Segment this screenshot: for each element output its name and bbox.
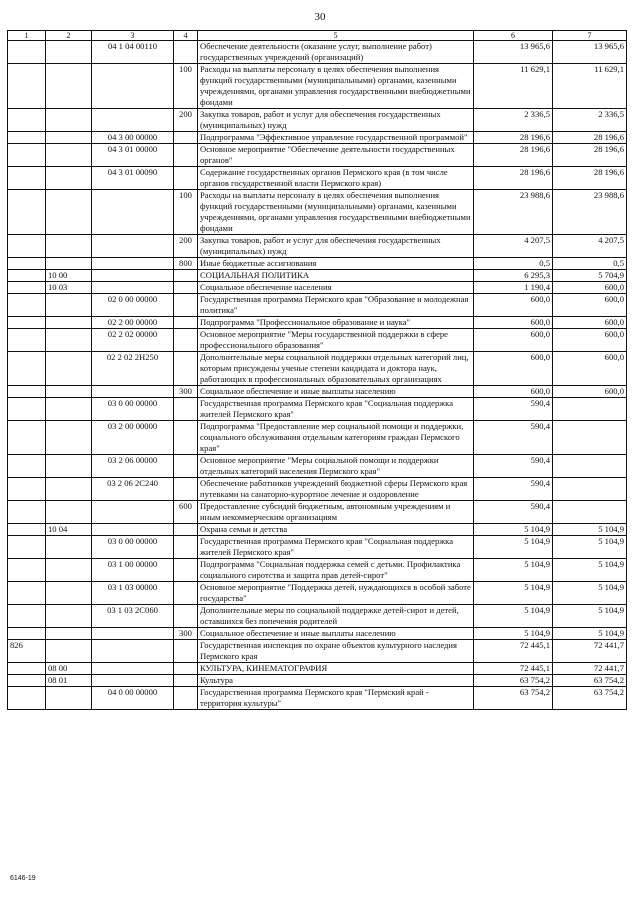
page-number: 30 bbox=[314, 11, 326, 23]
amount-2019-cell: 63 754,2 bbox=[474, 687, 553, 710]
description-cell: Предоставление субсидий бюджетным, автономным учреждениям и иным некоммерческим организациям bbox=[198, 501, 474, 524]
section-code-cell bbox=[46, 478, 92, 501]
target-article-cell: 04 0 00 00000 bbox=[92, 687, 174, 710]
expense-type-cell bbox=[174, 687, 198, 710]
description-cell: Дополнительные меры социальной поддержки отдельных категорий лиц, которым присуждены ученые степени кандидата и доктора наук, работающих в профессиональных образовательных организациях bbox=[198, 352, 474, 386]
expense-type-cell bbox=[174, 282, 198, 294]
target-article-cell bbox=[92, 675, 174, 687]
section-code-cell bbox=[46, 559, 92, 582]
ministry-code-cell bbox=[8, 421, 46, 455]
description-cell: Основное мероприятие "Обеспечение деятельности государственных органов" bbox=[198, 144, 474, 167]
target-article-cell: 02 2 02 00000 bbox=[92, 329, 174, 352]
amount-2020-cell bbox=[553, 398, 627, 421]
ministry-code-cell bbox=[8, 132, 46, 144]
description-cell: Подпрограмма "Профессиональное образование и наука" bbox=[198, 317, 474, 329]
table-row bbox=[8, 421, 627, 455]
table-row bbox=[8, 294, 627, 317]
description-cell: Основное мероприятие "Меры государственной поддержки в сфере профессионального образования" bbox=[198, 329, 474, 352]
amount-2019-cell: 600,0 bbox=[474, 317, 553, 329]
ministry-code-cell bbox=[8, 235, 46, 258]
table-row bbox=[8, 282, 627, 294]
description-cell: Охрана семьи и детства bbox=[198, 524, 474, 536]
document-code: 6146-19 bbox=[10, 875, 36, 882]
amount-2019-cell: 600,0 bbox=[474, 329, 553, 352]
target-article-cell: 02 2 02 2Н250 bbox=[92, 352, 174, 386]
amount-2020-cell: 72 441,7 bbox=[553, 640, 627, 663]
ministry-code-cell bbox=[8, 398, 46, 421]
amount-2020-cell bbox=[553, 501, 627, 524]
ministry-code-cell bbox=[8, 663, 46, 675]
expense-type-cell: 200 bbox=[174, 235, 198, 258]
description-cell: Социальное обеспечение и иные выплаты населению bbox=[198, 628, 474, 640]
ministry-code-cell bbox=[8, 478, 46, 501]
amount-2020-cell: 5 704,9 bbox=[553, 270, 627, 282]
section-code-cell bbox=[46, 640, 92, 663]
section-code-cell bbox=[46, 190, 92, 235]
description-cell: Содержание государственных органов Пермского края (в том числе органов государственной власти Пермского края) bbox=[198, 167, 474, 190]
ministry-code-cell bbox=[8, 352, 46, 386]
target-article-cell bbox=[92, 282, 174, 294]
target-article-cell bbox=[92, 663, 174, 675]
expense-type-cell bbox=[174, 640, 198, 663]
amount-2020-cell: 5 104,9 bbox=[553, 524, 627, 536]
expense-type-cell bbox=[174, 582, 198, 605]
column-header: 3 bbox=[92, 31, 174, 41]
amount-2019-cell: 600,0 bbox=[474, 386, 553, 398]
section-code-cell bbox=[46, 501, 92, 524]
section-code-cell bbox=[46, 687, 92, 710]
expense-type-cell: 300 bbox=[174, 628, 198, 640]
amount-2019-cell: 5 104,9 bbox=[474, 605, 553, 628]
amount-2020-cell: 600,0 bbox=[553, 329, 627, 352]
target-article-cell bbox=[92, 64, 174, 109]
ministry-code-cell bbox=[8, 167, 46, 190]
amount-2019-cell: 5 104,9 bbox=[474, 582, 553, 605]
column-header: 5 bbox=[198, 31, 474, 41]
section-code-cell bbox=[46, 167, 92, 190]
amount-2019-cell: 6 295,3 bbox=[474, 270, 553, 282]
ministry-code-cell bbox=[8, 687, 46, 710]
ministry-code-cell bbox=[8, 536, 46, 559]
amount-2020-cell: 11 629,1 bbox=[553, 64, 627, 109]
table-row bbox=[8, 190, 627, 235]
target-article-cell: 03 2 06 2С240 bbox=[92, 478, 174, 501]
target-article-cell: 04 1 04 00110 bbox=[92, 41, 174, 64]
description-cell: Подпрограмма "Социальная поддержка семей с детьми. Профилактика социального сиротства и защита прав детей-сирот" bbox=[198, 559, 474, 582]
amount-2020-cell: 28 196,6 bbox=[553, 144, 627, 167]
ministry-code-cell bbox=[8, 109, 46, 132]
description-cell: Социальное обеспечение и иные выплаты населению bbox=[198, 386, 474, 398]
amount-2019-cell: 600,0 bbox=[474, 352, 553, 386]
ministry-code-cell bbox=[8, 144, 46, 167]
ministry-code-cell bbox=[8, 559, 46, 582]
ministry-code-cell bbox=[8, 582, 46, 605]
target-article-cell: 03 1 00 00000 bbox=[92, 559, 174, 582]
table-row bbox=[8, 640, 627, 663]
table-row bbox=[8, 41, 627, 64]
expense-type-cell bbox=[174, 421, 198, 455]
amount-2019-cell: 590,4 bbox=[474, 398, 553, 421]
description-cell: Обеспечение деятельности (оказание услуг, выполнение работ) государственных учреждений (организаций) bbox=[198, 41, 474, 64]
description-cell: КУЛЬТУРА, КИНЕМАТОГРАФИЯ bbox=[198, 663, 474, 675]
table-row bbox=[8, 317, 627, 329]
table-row bbox=[8, 628, 627, 640]
ministry-code-cell bbox=[8, 282, 46, 294]
expense-type-cell: 800 bbox=[174, 258, 198, 270]
amount-2020-cell bbox=[553, 478, 627, 501]
amount-2020-cell: 5 104,9 bbox=[553, 559, 627, 582]
target-article-cell: 04 3 01 00000 bbox=[92, 144, 174, 167]
description-cell: Государственная программа Пермского края "Образование и молодежная политика" bbox=[198, 294, 474, 317]
amount-2019-cell: 590,4 bbox=[474, 455, 553, 478]
amount-2019-cell: 600,0 bbox=[474, 294, 553, 317]
amount-2020-cell: 5 104,9 bbox=[553, 605, 627, 628]
amount-2019-cell: 0,5 bbox=[474, 258, 553, 270]
amount-2020-cell: 600,0 bbox=[553, 352, 627, 386]
ministry-code-cell bbox=[8, 501, 46, 524]
target-article-cell: 03 1 03 2С060 bbox=[92, 605, 174, 628]
expense-type-cell: 100 bbox=[174, 64, 198, 109]
target-article-cell: 02 0 00 00000 bbox=[92, 294, 174, 317]
table-row bbox=[8, 352, 627, 386]
target-article-cell bbox=[92, 524, 174, 536]
target-article-cell: 04 3 00 00000 bbox=[92, 132, 174, 144]
amount-2020-cell: 600,0 bbox=[553, 317, 627, 329]
expense-type-cell: 300 bbox=[174, 386, 198, 398]
amount-2020-cell: 5 104,9 bbox=[553, 628, 627, 640]
ministry-code-cell bbox=[8, 294, 46, 317]
section-code-cell bbox=[46, 235, 92, 258]
expense-type-cell bbox=[174, 167, 198, 190]
description-cell: Государственная программа Пермского края "Социальная поддержка жителей Пермского края" bbox=[198, 536, 474, 559]
section-code-cell bbox=[46, 294, 92, 317]
section-code-cell bbox=[46, 628, 92, 640]
amount-2020-cell bbox=[553, 421, 627, 455]
target-article-cell: 03 1 03 00000 bbox=[92, 582, 174, 605]
ministry-code-cell bbox=[8, 386, 46, 398]
description-cell: Иные бюджетные ассигнования bbox=[198, 258, 474, 270]
section-code-cell: 10 03 bbox=[46, 282, 92, 294]
table-row bbox=[8, 605, 627, 628]
description-cell: Культура bbox=[198, 675, 474, 687]
ministry-code-cell bbox=[8, 329, 46, 352]
table-row bbox=[8, 455, 627, 478]
description-cell: Социальное обеспечение населения bbox=[198, 282, 474, 294]
description-cell: Основное мероприятие "Меры социальной помощи и поддержки отдельных категорий населения Пермского края" bbox=[198, 455, 474, 478]
section-code-cell bbox=[46, 317, 92, 329]
section-code-cell: 10 04 bbox=[46, 524, 92, 536]
section-code-cell: 10 00 bbox=[46, 270, 92, 282]
table-row bbox=[8, 144, 627, 167]
description-cell: Подпрограмма "Предоставление мер социальной помощи и поддержки, социального обслуживания отдельным категориям граждан Пермского края" bbox=[198, 421, 474, 455]
section-code-cell bbox=[46, 536, 92, 559]
section-code-cell bbox=[46, 582, 92, 605]
ministry-code-cell bbox=[8, 64, 46, 109]
table-row bbox=[8, 582, 627, 605]
section-code-cell bbox=[46, 329, 92, 352]
table-row bbox=[8, 329, 627, 352]
ministry-code-cell bbox=[8, 258, 46, 270]
target-article-cell bbox=[92, 235, 174, 258]
target-article-cell: 04 3 01 00090 bbox=[92, 167, 174, 190]
column-header: 6 bbox=[474, 31, 553, 41]
table-row bbox=[8, 167, 627, 190]
amount-2020-cell: 0,5 bbox=[553, 258, 627, 270]
section-code-cell bbox=[46, 352, 92, 386]
amount-2019-cell: 72 445,1 bbox=[474, 663, 553, 675]
amount-2020-cell: 72 441,7 bbox=[553, 663, 627, 675]
expense-type-cell bbox=[174, 663, 198, 675]
table-row bbox=[8, 64, 627, 109]
table-row bbox=[8, 109, 627, 132]
ministry-code-cell: 826 bbox=[8, 640, 46, 663]
ministry-code-cell bbox=[8, 455, 46, 478]
section-code-cell bbox=[46, 144, 92, 167]
target-article-cell bbox=[92, 386, 174, 398]
expense-type-cell: 200 bbox=[174, 109, 198, 132]
target-article-cell: 03 0 00 00000 bbox=[92, 536, 174, 559]
target-article-cell bbox=[92, 501, 174, 524]
expense-type-cell bbox=[174, 352, 198, 386]
description-cell: Государственная инспекция по охране объектов культурного наследия Пермского края bbox=[198, 640, 474, 663]
table-row bbox=[8, 524, 627, 536]
amount-2020-cell: 600,0 bbox=[553, 282, 627, 294]
description-cell: Закупка товаров, работ и услуг для обеспечения государственных (муниципальных) нужд bbox=[198, 235, 474, 258]
ministry-code-cell bbox=[8, 190, 46, 235]
amount-2019-cell: 13 965,6 bbox=[474, 41, 553, 64]
amount-2019-cell: 1 190,4 bbox=[474, 282, 553, 294]
amount-2020-cell bbox=[553, 455, 627, 478]
column-header: 4 bbox=[174, 31, 198, 41]
table-row bbox=[8, 663, 627, 675]
description-cell: Государственная программа Пермского края "Социальная поддержка жителей Пермского края" bbox=[198, 398, 474, 421]
amount-2019-cell: 28 196,6 bbox=[474, 132, 553, 144]
description-cell: Закупка товаров, работ и услуг для обеспечения государственных (муниципальных) нужд bbox=[198, 109, 474, 132]
amount-2020-cell: 2 336,5 bbox=[553, 109, 627, 132]
description-cell: Основное мероприятие "Поддержка детей, нуждающихся в особой заботе государства" bbox=[198, 582, 474, 605]
amount-2019-cell: 72 445,1 bbox=[474, 640, 553, 663]
amount-2020-cell: 600,0 bbox=[553, 294, 627, 317]
expense-type-cell bbox=[174, 455, 198, 478]
description-cell: Подпрограмма "Эффективное управление государственной программой" bbox=[198, 132, 474, 144]
amount-2019-cell: 63 754,2 bbox=[474, 675, 553, 687]
amount-2019-cell: 2 336,5 bbox=[474, 109, 553, 132]
expense-type-cell bbox=[174, 524, 198, 536]
amount-2019-cell: 23 988,6 bbox=[474, 190, 553, 235]
table-row bbox=[8, 536, 627, 559]
ministry-code-cell bbox=[8, 605, 46, 628]
header-row bbox=[8, 31, 627, 41]
amount-2020-cell: 23 988,6 bbox=[553, 190, 627, 235]
expense-type-cell: 600 bbox=[174, 501, 198, 524]
expense-type-cell bbox=[174, 605, 198, 628]
amount-2020-cell: 600,0 bbox=[553, 386, 627, 398]
table-row bbox=[8, 478, 627, 501]
section-code-cell bbox=[46, 421, 92, 455]
ministry-code-cell bbox=[8, 317, 46, 329]
expense-type-cell bbox=[174, 270, 198, 282]
amount-2020-cell: 4 207,5 bbox=[553, 235, 627, 258]
table-row bbox=[8, 258, 627, 270]
description-cell: Дополнительные меры по социальной поддержке детей-сирот и детей, оставшихся без попечения родителей bbox=[198, 605, 474, 628]
description-cell: Расходы на выплаты персоналу в целях обеспечения выполнения функций государственными (муниципальными) органами, казенными учреждениями, органами управления государственными внебюджетными фондами bbox=[198, 190, 474, 235]
expense-type-cell bbox=[174, 294, 198, 317]
expense-type-cell bbox=[174, 398, 198, 421]
budget-table bbox=[7, 30, 627, 710]
target-article-cell bbox=[92, 190, 174, 235]
target-article-cell bbox=[92, 258, 174, 270]
expense-type-cell bbox=[174, 132, 198, 144]
amount-2019-cell: 5 104,9 bbox=[474, 559, 553, 582]
expense-type-cell bbox=[174, 478, 198, 501]
amount-2020-cell: 13 965,6 bbox=[553, 41, 627, 64]
target-article-cell bbox=[92, 640, 174, 663]
target-article-cell bbox=[92, 270, 174, 282]
ministry-code-cell bbox=[8, 675, 46, 687]
target-article-cell: 02 2 00 00000 bbox=[92, 317, 174, 329]
table-row bbox=[8, 687, 627, 710]
section-code-cell bbox=[46, 109, 92, 132]
ministry-code-cell bbox=[8, 628, 46, 640]
table-row bbox=[8, 398, 627, 421]
expense-type-cell bbox=[174, 41, 198, 64]
section-code-cell bbox=[46, 64, 92, 109]
table-row bbox=[8, 386, 627, 398]
amount-2019-cell: 5 104,9 bbox=[474, 524, 553, 536]
description-cell: Государственная программа Пермского края "Пермский край - территория культуры" bbox=[198, 687, 474, 710]
target-article-cell bbox=[92, 628, 174, 640]
expense-type-cell bbox=[174, 144, 198, 167]
amount-2020-cell: 63 754,2 bbox=[553, 687, 627, 710]
description-cell: СОЦИАЛЬНАЯ ПОЛИТИКА bbox=[198, 270, 474, 282]
column-header: 2 bbox=[46, 31, 92, 41]
description-cell: Обеспечение работников учреждений бюджетной сферы Пермского края путевками на санаторно-курортное лечение и оздоровление bbox=[198, 478, 474, 501]
section-code-cell bbox=[46, 132, 92, 144]
section-code-cell bbox=[46, 258, 92, 270]
column-header: 7 bbox=[553, 31, 627, 41]
amount-2019-cell: 590,4 bbox=[474, 421, 553, 455]
amount-2019-cell: 4 207,5 bbox=[474, 235, 553, 258]
column-header: 1 bbox=[8, 31, 46, 41]
table-row bbox=[8, 235, 627, 258]
amount-2020-cell: 5 104,9 bbox=[553, 582, 627, 605]
ministry-code-cell bbox=[8, 524, 46, 536]
section-code-cell: 08 01 bbox=[46, 675, 92, 687]
description-cell: Расходы на выплаты персоналу в целях обеспечения выполнения функций государственными (муниципальными) органами, казенными учреждениями, органами управления государственными внебюджетными фондами bbox=[198, 64, 474, 109]
amount-2020-cell: 28 196,6 bbox=[553, 167, 627, 190]
section-code-cell bbox=[46, 398, 92, 421]
expense-type-cell bbox=[174, 536, 198, 559]
expense-type-cell bbox=[174, 675, 198, 687]
table-row bbox=[8, 270, 627, 282]
section-code-cell: 08 00 bbox=[46, 663, 92, 675]
target-article-cell: 03 2 00 00000 bbox=[92, 421, 174, 455]
target-article-cell: 03 0 00 00000 bbox=[92, 398, 174, 421]
amount-2020-cell: 28 196,6 bbox=[553, 132, 627, 144]
section-code-cell bbox=[46, 386, 92, 398]
target-article-cell bbox=[92, 109, 174, 132]
amount-2020-cell: 63 754,2 bbox=[553, 675, 627, 687]
expense-type-cell bbox=[174, 317, 198, 329]
amount-2019-cell: 28 196,6 bbox=[474, 144, 553, 167]
expense-type-cell: 100 bbox=[174, 190, 198, 235]
ministry-code-cell bbox=[8, 270, 46, 282]
amount-2019-cell: 590,4 bbox=[474, 501, 553, 524]
table-row bbox=[8, 132, 627, 144]
amount-2019-cell: 5 104,9 bbox=[474, 628, 553, 640]
ministry-code-cell bbox=[8, 41, 46, 64]
section-code-cell bbox=[46, 455, 92, 478]
expense-type-cell bbox=[174, 329, 198, 352]
expense-type-cell bbox=[174, 559, 198, 582]
amount-2019-cell: 11 629,1 bbox=[474, 64, 553, 109]
section-code-cell bbox=[46, 605, 92, 628]
amount-2020-cell: 5 104,9 bbox=[553, 536, 627, 559]
section-code-cell bbox=[46, 41, 92, 64]
amount-2019-cell: 28 196,6 bbox=[474, 167, 553, 190]
amount-2019-cell: 5 104,9 bbox=[474, 536, 553, 559]
table-row bbox=[8, 559, 627, 582]
table-row bbox=[8, 675, 627, 687]
table-row bbox=[8, 501, 627, 524]
target-article-cell: 03 2 06 00000 bbox=[92, 455, 174, 478]
amount-2019-cell: 590,4 bbox=[474, 478, 553, 501]
